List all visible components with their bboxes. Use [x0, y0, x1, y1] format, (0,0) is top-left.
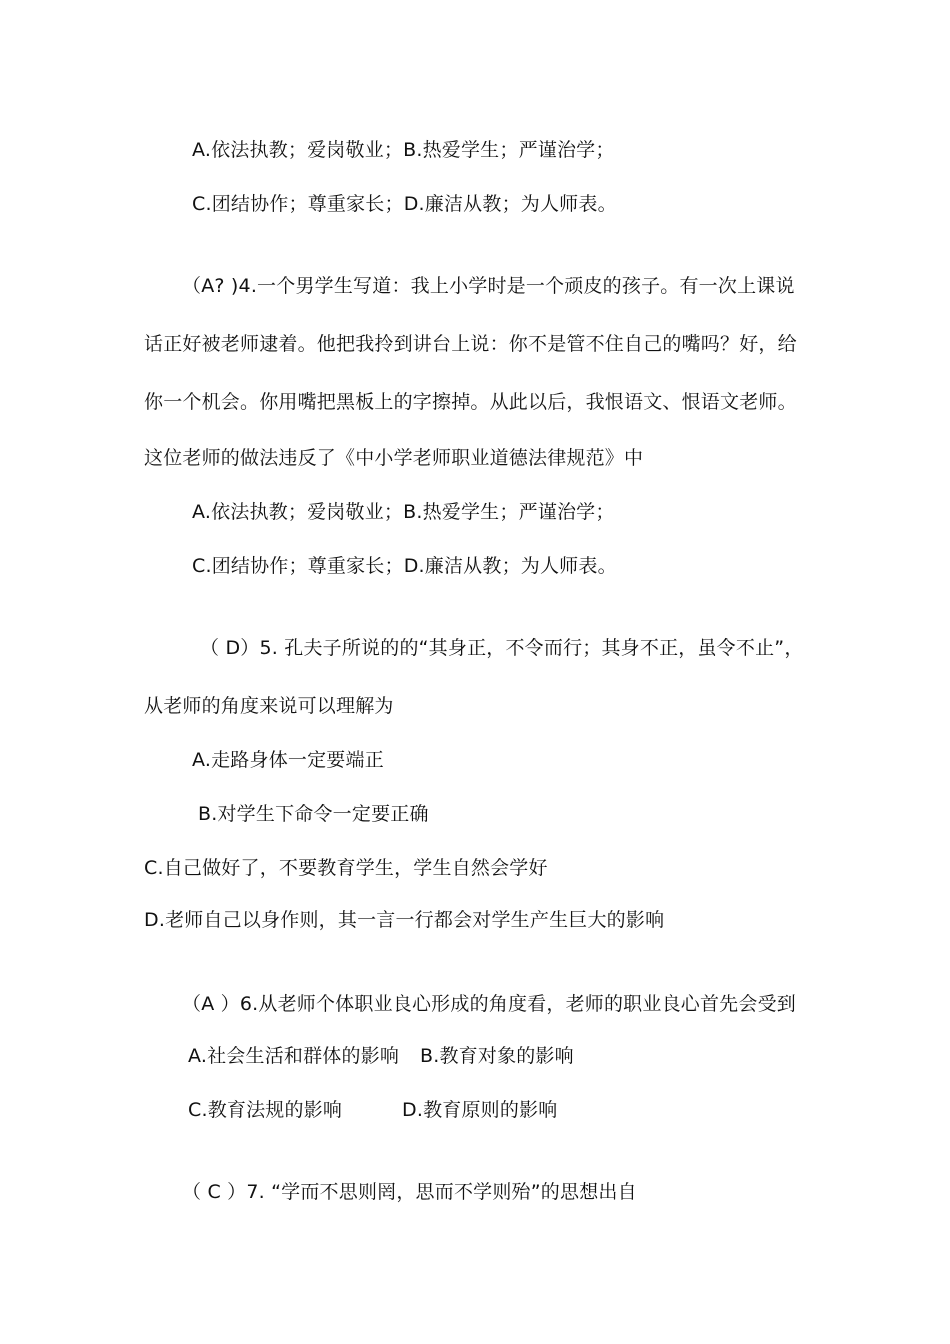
- q3-option-ab: A.依法执教；爱岗敬业；B.热爱学生；严谨治学；: [192, 139, 615, 161]
- q3-option-cd: C.团结协作；尊重家长；D.廉洁从教；为人师表。: [192, 193, 617, 215]
- q4-question-line-1: （A? )4.一个男学生写道：我上小学时是一个顽皮的孩子。有一次上课说: [182, 275, 795, 297]
- q5-option-c: C.自己做好了，不要教育学生，学生自然会学好: [144, 857, 548, 879]
- q5-question-line-2: 从老师的角度来说可以理解为: [144, 695, 394, 717]
- q4-question-line-3: 你一个机会。你用嘴把黑板上的字擦掉。从此以后，我恨语文、恨语文老师。: [144, 391, 797, 413]
- q6-option-a: A.社会生活和群体的影响: [188, 1045, 400, 1067]
- q4-question-line-2: 话正好被老师逮着。他把我拎到讲台上说：你不是管不住自己的嘴吗？好，给: [144, 333, 797, 355]
- q5-option-d: D.老师自己以身作则，其一言一行都会对学生产生巨大的影响: [144, 909, 665, 931]
- q4-question-line-4: 这位老师的做法违反了《中小学老师职业道德法律规范》中: [144, 447, 644, 469]
- q5-question-line-1: （ D）5. 孔夫子所说的的“其身正，不令而行；其身不正，虽令不止”，: [200, 637, 804, 659]
- q4-option-cd: C.团结协作；尊重家长；D.廉洁从教；为人师表。: [192, 555, 617, 577]
- q5-option-b: B.对学生下命令一定要正确: [198, 803, 429, 825]
- q6-option-d: D.教育原则的影响: [402, 1099, 558, 1121]
- q6-option-c: C.教育法规的影响: [188, 1099, 343, 1121]
- q5-option-a: A.走路身体一定要端正: [192, 749, 384, 771]
- q6-option-b: B.教育对象的影响: [420, 1045, 574, 1067]
- q6-question-line-1: （A ）6.从老师个体职业良心形成的角度看，老师的职业良心首先会受到: [182, 993, 796, 1015]
- q7-question-line-1: （ C ）7. “学而不思则罔，思而不学则殆”的思想出自: [182, 1181, 637, 1203]
- q4-option-ab: A.依法执教；爱岗敬业；B.热爱学生；严谨治学；: [192, 501, 615, 523]
